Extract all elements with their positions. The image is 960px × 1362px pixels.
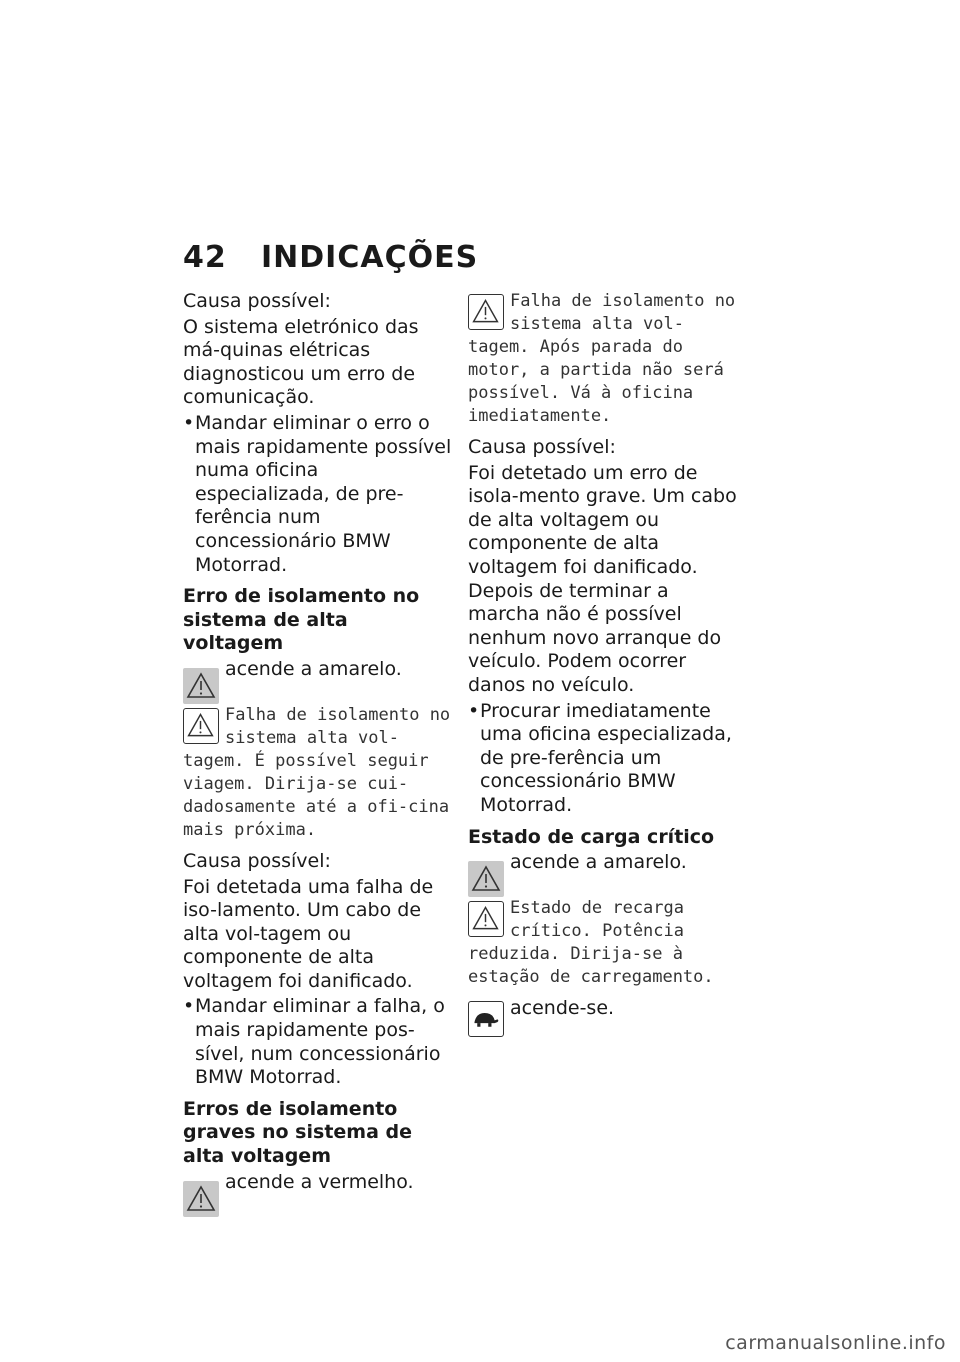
bullet-text: Procurar imediatamente uma oficina especializada, de pre-ferência um concessionário BMW Motorrad. bbox=[480, 699, 732, 816]
bullet-dot-icon: • bbox=[468, 699, 480, 722]
display-message bbox=[468, 897, 740, 989]
bullet-text: Mandar eliminar o erro o mais rapidamente possível numa oficina especializada, de pre-ferência num concessionário BMW Motorrad. bbox=[195, 411, 452, 576]
indicator-text: acende a amarelo. bbox=[225, 657, 402, 680]
display-message-text: Estado de recarga crítico. Potência reduzida. Dirija-se à estação de carregamento. bbox=[468, 898, 714, 988]
warning-triangle-icon bbox=[468, 901, 504, 937]
cause-label: Causa possível: bbox=[183, 290, 331, 312]
section-heading: Erro de isolamento no sistema de alta voltagem bbox=[183, 585, 420, 655]
turtle-icon bbox=[468, 1001, 504, 1037]
watermark: carmanualsonline.info bbox=[725, 1332, 946, 1354]
section-heading: Erros de isolamento graves no sistema de alta voltagem bbox=[183, 1097, 413, 1168]
display-message bbox=[468, 290, 740, 428]
indicator-text: acende a vermelho. bbox=[225, 1170, 414, 1193]
left-column bbox=[183, 290, 453, 1217]
section-heading: Estado de carga crítico bbox=[468, 825, 715, 848]
indicator-line bbox=[183, 1171, 453, 1207]
indicator-line bbox=[183, 658, 453, 694]
cause-label: Causa possível: bbox=[183, 849, 331, 872]
cause-text: O sistema eletrónico das má-quinas elétricas diagnosticou um erro de comunicação. bbox=[183, 315, 419, 409]
bullet-dot-icon: • bbox=[183, 411, 195, 434]
bullet-item bbox=[183, 412, 453, 577]
cause-text: Foi detetada uma falha de iso-lamento. Um cabo de alta vol-tagem ou componente de alta voltagem foi danificado. bbox=[183, 875, 434, 992]
warning-triangle-icon bbox=[183, 668, 219, 704]
display-message-text: Falha de isolamento no sistema alta vol-tagem. Após parada do motor, a partida não será possível. Vá à oficina imediatamente. bbox=[468, 291, 736, 426]
display-message-text: Falha de isolamento no sistema alta vol-tagem. É possível seguir viagem. Dirija-se cui-dadosamente até a ofi-cina mais próxima. bbox=[183, 704, 451, 840]
warning-triangle-icon bbox=[183, 1181, 219, 1217]
indicator-text: acende a amarelo. bbox=[510, 851, 687, 874]
bullet-item bbox=[468, 700, 740, 818]
warning-triangle-icon bbox=[183, 708, 219, 744]
page-header bbox=[183, 240, 478, 275]
bullet-text: Mandar eliminar a falha, o mais rapidamente pos-sível, num concessionário BMW Motorrad. bbox=[195, 995, 445, 1089]
page-title: INDICAÇÕES bbox=[261, 240, 479, 275]
page-number: 42 bbox=[183, 240, 227, 275]
warning-triangle-icon bbox=[468, 861, 504, 897]
right-column bbox=[468, 290, 740, 1043]
display-message bbox=[183, 704, 453, 842]
cause-text: Foi detetado um erro de isola-mento grave. Um cabo de alta voltagem ou componente de alta voltagem foi danificado. Depois de terminar a marcha não é possível nenhum novo arranque do veículo. Podem ocorrer danos no veículo. bbox=[468, 461, 737, 696]
bullet-item bbox=[183, 995, 453, 1089]
indicator-line bbox=[468, 851, 740, 887]
indicator-line bbox=[468, 997, 740, 1033]
indicator-text: acende-se. bbox=[510, 997, 615, 1020]
warning-triangle-icon bbox=[468, 294, 504, 330]
cause-label: Causa possível: bbox=[468, 436, 616, 458]
bullet-dot-icon: • bbox=[183, 995, 195, 1018]
